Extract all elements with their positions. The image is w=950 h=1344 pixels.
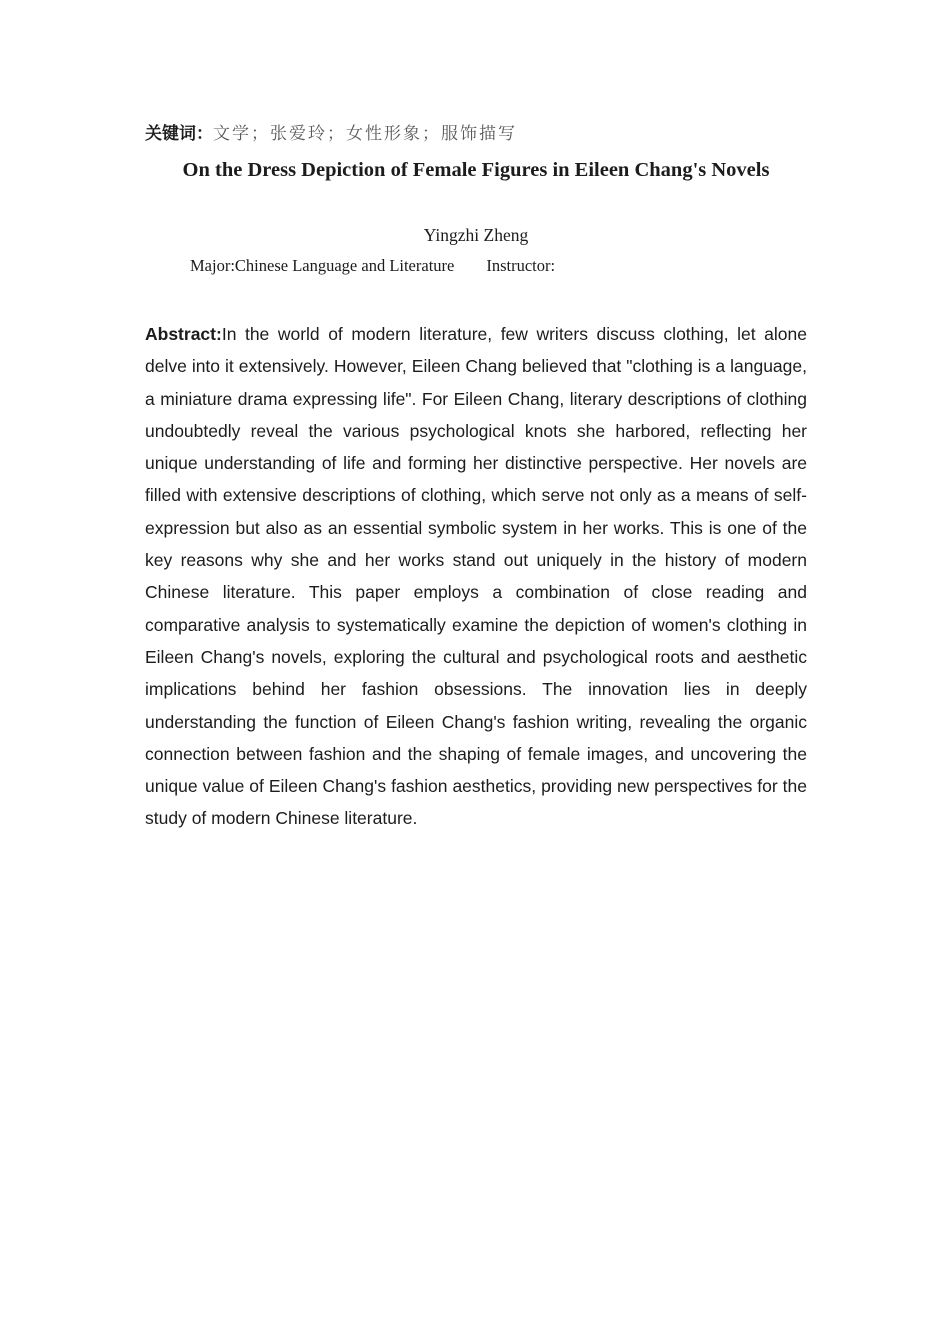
major-label: Major:Chinese Language and Literature xyxy=(190,256,455,275)
instructor-label: Instructor: xyxy=(486,256,556,275)
abstract-text: In the world of modern literature, few writers discuss clothing, let alone delve into it extensively. However, Eileen Chang believed that "clothing is a language, a miniature drama expressing life". For Eileen Chang, literary descriptions of clothing undoubtedly reveal the various psychological knots she harbored, reflecting her unique understanding of life and forming her distinctive perspective. Her novels are filled with extensive descriptions of clothing, which serve not only as a means of self-expression but also as an essential symbolic system in her works. This is one of the key reasons why she and her works stand out uniquely in the history of modern Chinese literature. This paper employs a combination of close reading and comparative analysis to systematically examine the depiction of women's clothing in Eileen Chang's novels, exploring the cultural and psychological roots and aesthetic implications behind her fashion obsessions. The innovation lies in deeply understanding the function of Eileen Chang's fashion writing, revealing the organic connection between fashion and the shaping of female images, and uncovering the unique value of Eileen Chang's fashion aesthetics, providing new perspectives for the study of modern Chinese literature. xyxy=(145,324,807,829)
keywords-label: 关键词： xyxy=(145,124,213,143)
page-title: On the Dress Depiction of Female Figures in Eileen Chang's Novels xyxy=(182,159,770,181)
keywords-line xyxy=(145,121,807,147)
abstract-label: Abstract: xyxy=(145,324,222,344)
byline xyxy=(190,255,807,277)
author-name: Yingzhi Zheng xyxy=(423,225,529,245)
abstract-paragraph xyxy=(145,318,807,835)
keywords-text: 文学；张爱玲；女性形象；服饰描写 xyxy=(213,124,517,143)
